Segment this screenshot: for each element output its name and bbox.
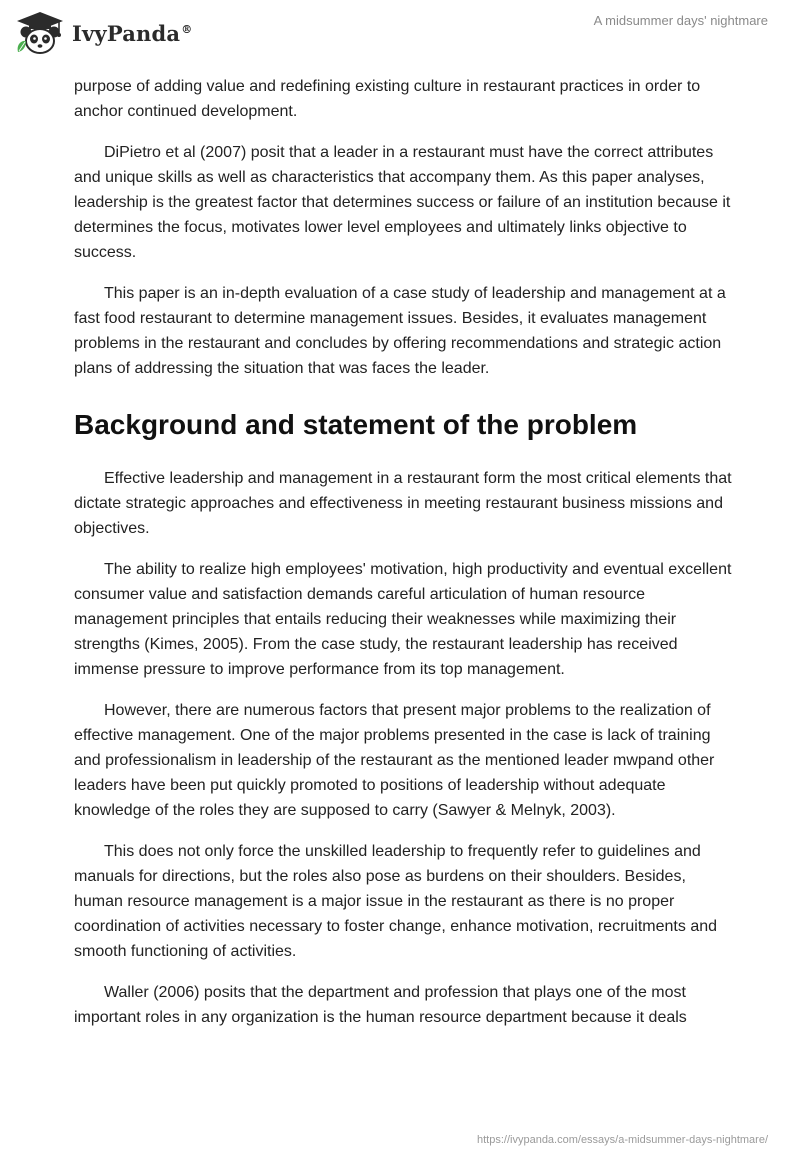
paragraph: DiPietro et al (2007) posit that a leader in a restaurant must have the correct attributes and unique skills as well as characteristics that accompany them. As this paper analyses, leadership is the greatest factor that determines success or failure of an institution because it determines the focus, motivates lower level employees and ultimately links objective to success. [74,144,731,261]
ivypanda-logo[interactable] [14,10,192,56]
paragraph: Effective leadership and management in a restaurant form the most critical elements that dictate strategic approaches and effectiveness in meeting restaurant business missions and objectives. [74,470,732,537]
document-title: A midsummer days' nightmare [593,13,768,28]
paragraph: This paper is an in-depth evaluation of a case study of leadership and management at a fast food restaurant to determine management issues. Besides, it evaluates management problems in the restaurant and concludes by offering recommendations and strategic action plans of addressing the situation that was faces the leader. [74,285,726,377]
logo-wordmark: IvyPanda® [72,20,193,46]
page-header [0,0,800,68]
paragraph: This does not only force the unskilled leadership to frequently refer to guidelines and manuals for directions, but the roles also pose as burdens on their shoulders. Besides, human resource management is a major issue in the restaurant as there is no proper coordination of activities necessary to foster change, enhance motivation, recruitments and smooth functioning of activities. [74,843,718,960]
paragraph: Waller (2006) posits that the department and profession that plays one of the most important roles in any organization is the human resource department because it deals [74,984,687,1026]
paragraph: However, there are numerous factors that present major problems to the realization of effective management. One of the major problems presented in the case is lack of training and professionalism in leadership of the restaurant as the mentioned leader mwpand other leaders have been put quickly promoted to positions of leadership without adequate knowledge of the roles they are supposed to carry (Sawyer & Melnyk, 2003). [74,702,715,819]
panda-graduate-icon [14,10,66,56]
section-heading: Background and statement of the problem [74,409,638,440]
source-url-link[interactable]: https://ivypanda.com/essays/a-midsummer-days-nightmare/ [477,1134,768,1146]
essay-body [74,74,734,1046]
paragraph: purpose of adding value and redefining existing culture in restaurant practices in order to anchor continued development. [74,78,701,120]
paragraph: The ability to realize high employees' motivation, high productivity and eventual excellent consumer value and satisfaction demands careful articulation of human resource management principles that entails reducing their weaknesses while maximizing their strengths (Kimes, 2005). From the case study, the restaurant leadership has received immense pressure to improve performance from its top management. [74,561,732,678]
